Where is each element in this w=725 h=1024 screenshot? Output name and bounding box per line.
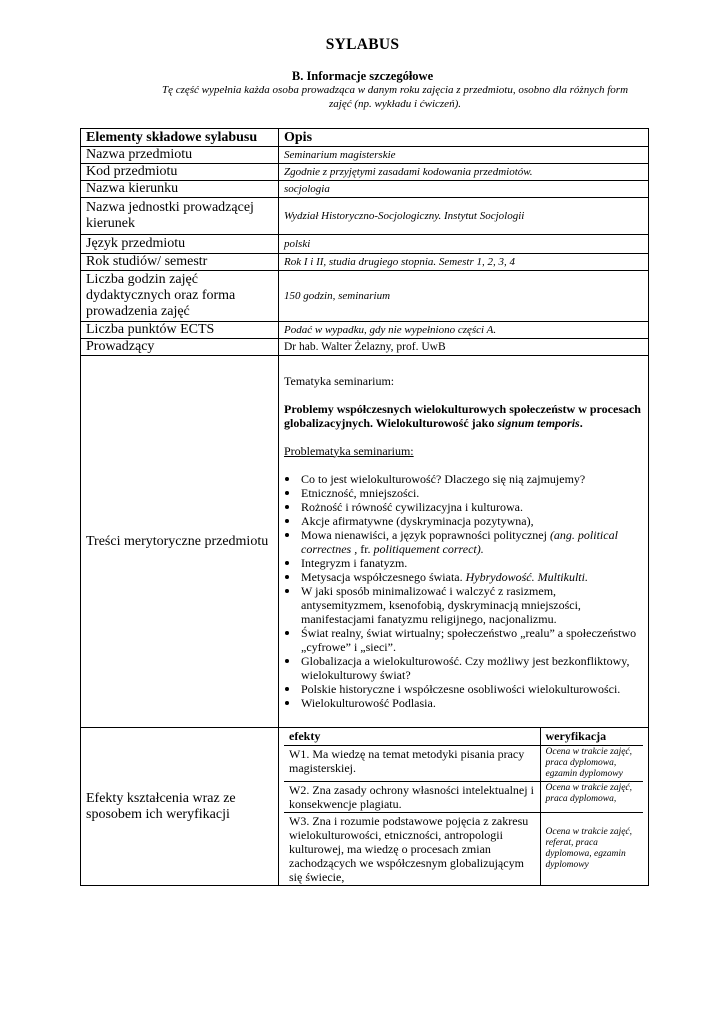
list-item: Globalizacja a wielokulturowość. Czy możliwy jest bezkonfliktowy, wielokulturowy świat? [296, 654, 643, 682]
list-item: Świat realny, świat wirtualny; społeczeństwo „realu” a społeczeństwo „cyfrowe” i „sieci”. [296, 626, 643, 654]
outcome-text: W3. Zna i rozumie podstawowe pojęcia z zakresu wielokulturowości, etniczności, antropologii kulturowej, ma wiedzę o procesach zmian zachodzących we współczesnym globalizującym się świecie, [284, 813, 540, 886]
header-description: Opis [279, 129, 649, 147]
row-year-semester [81, 254, 649, 271]
bullet-icon [285, 659, 289, 663]
section-note: Tę część wypełnia każda osoba prowadząca w danym roku zajęcia z przedmiotu, osobno dla różnych form zajęć (np. wykładu i ćwiczeń). [161, 84, 629, 110]
section-heading: B. Informacje szczegółowe [291, 69, 434, 83]
header-outcomes: efekty [284, 728, 540, 746]
outcome-text: W2. Zna zasady ochrony własności intelektualnej i konsekwencje plagiatu. [284, 782, 540, 813]
bullet-icon [285, 701, 289, 705]
row-unit-name [81, 198, 649, 235]
row-label: Liczba godzin zajęć dydaktycznych oraz forma prowadzenia zajęć [81, 271, 279, 322]
table-row [284, 746, 643, 782]
row-field-name [81, 181, 649, 198]
header-elements: Elementy składowe sylabusu [81, 129, 279, 147]
list-item: Wielokulturowość Podlasia. [296, 696, 643, 710]
row-value: socjologia [279, 181, 649, 198]
row-label: Treści merytoryczne przedmiotu [81, 356, 279, 728]
row-value: Wydział Historyczno-Socjologiczny. Instytut Socjologii [279, 198, 649, 235]
row-lecturer [81, 339, 649, 356]
bullet-icon [285, 631, 289, 635]
row-course-code [81, 164, 649, 181]
row-label: Efekty kształcenia wraz ze sposobem ich weryfikacji [81, 728, 279, 886]
outcome-verification: Ocena w trakcie zajęć, praca dyplomowa, egzamin dyplomowy [540, 746, 643, 782]
row-ects [81, 322, 649, 339]
outcomes-header-row [284, 728, 643, 746]
list-item: Akcje afirmatywne (dyskryminacja pozytywna), [296, 514, 643, 528]
topics-list [284, 472, 643, 710]
row-course-name [81, 147, 649, 164]
row-language [81, 235, 649, 254]
outcome-text: W1. Ma wiedzę na temat metodyki pisania pracy magisterskiej. [284, 746, 540, 782]
row-value: Rok I i II, studia drugiego stopnia. Semestr 1, 2, 3, 4 [279, 254, 649, 271]
row-label: Nazwa jednostki prowadzącej kierunek [81, 198, 279, 235]
table-header-row [81, 129, 649, 147]
row-value: Podać w wypadku, gdy nie wypełniono części A. [279, 322, 649, 339]
bullet-icon [285, 505, 289, 509]
row-value: Seminarium magisterskie [279, 147, 649, 164]
bullet-icon [285, 491, 289, 495]
outcomes-cell [279, 728, 649, 886]
row-label: Nazwa przedmiotu [81, 147, 279, 164]
page-title: SYLABUS [325, 36, 400, 53]
bullet-icon [285, 561, 289, 565]
row-label: Kod przedmiotu [81, 164, 279, 181]
bullet-icon [285, 519, 289, 523]
row-course-content [81, 356, 649, 728]
bullet-icon [285, 533, 289, 537]
outcomes-table [284, 728, 643, 885]
topic-label: Tematyka seminarium: [284, 373, 395, 388]
outcome-verification: Ocena w trakcie zajęć, praca dyplomowa, [540, 782, 643, 813]
row-label: Nazwa kierunku [81, 181, 279, 198]
outcome-verification: Ocena w trakcie zajęć, referat, praca dyplomowa, egzamin dyplomowy [540, 813, 643, 886]
row-label: Liczba punktów ECTS [81, 322, 279, 339]
list-item: W jaki sposób minimalizować i walczyć z rasizmem, antysemityzmem, ksenofobią, dyskryminacją mniejszości, manifestacjami fanatyzmu religijnego, nacjonalizmu. [296, 584, 643, 626]
list-item: Polskie historyczne i współczesne osobliwości wielokulturowości. [296, 682, 643, 696]
course-content [279, 356, 649, 728]
header-verification: weryfikacja [540, 728, 643, 746]
row-value: 150 godzin, seminarium [279, 271, 649, 322]
row-value: Zgodnie z przyjętymi zasadami kodowania przedmiotów. [279, 164, 649, 181]
row-hours-form [81, 271, 649, 322]
problems-label: Problematyka seminarium: [284, 443, 414, 458]
list-item: Etniczność, mniejszości. [296, 486, 643, 500]
list-item: Mowa nienawiści, a język poprawności politycznej (ang. political correctnes , fr. politiquement correct). [296, 528, 643, 556]
topic-title: Problemy współczesnych wielokulturowych społeczeństw w procesach globalizacyjnych. Wielokulturowość jako signum temporis. [284, 401, 641, 430]
row-label: Prowadzący [81, 339, 279, 356]
row-value: Dr hab. Walter Żelazny, prof. UwB [279, 339, 649, 356]
list-item: Integryzm i fanatyzm. [296, 556, 643, 570]
list-item: Rożność i równość cywilizacyjna i kulturowa. [296, 500, 643, 514]
row-label: Język przedmiotu [81, 235, 279, 254]
bullet-icon [285, 687, 289, 691]
row-value: polski [279, 235, 649, 254]
row-label: Rok studiów/ semestr [81, 254, 279, 271]
table-row [284, 782, 643, 813]
table-row [284, 813, 643, 886]
bullet-icon [285, 589, 289, 593]
bullet-icon [285, 477, 289, 481]
list-item: Metysacja współczesnego świata. Hybrydowość. Multikulti. [296, 570, 643, 584]
row-learning-outcomes [81, 728, 649, 886]
syllabus-table [80, 128, 649, 886]
list-item: Co to jest wielokulturowość? Dlaczego się nią zajmujemy? [296, 472, 643, 486]
bullet-icon [285, 575, 289, 579]
